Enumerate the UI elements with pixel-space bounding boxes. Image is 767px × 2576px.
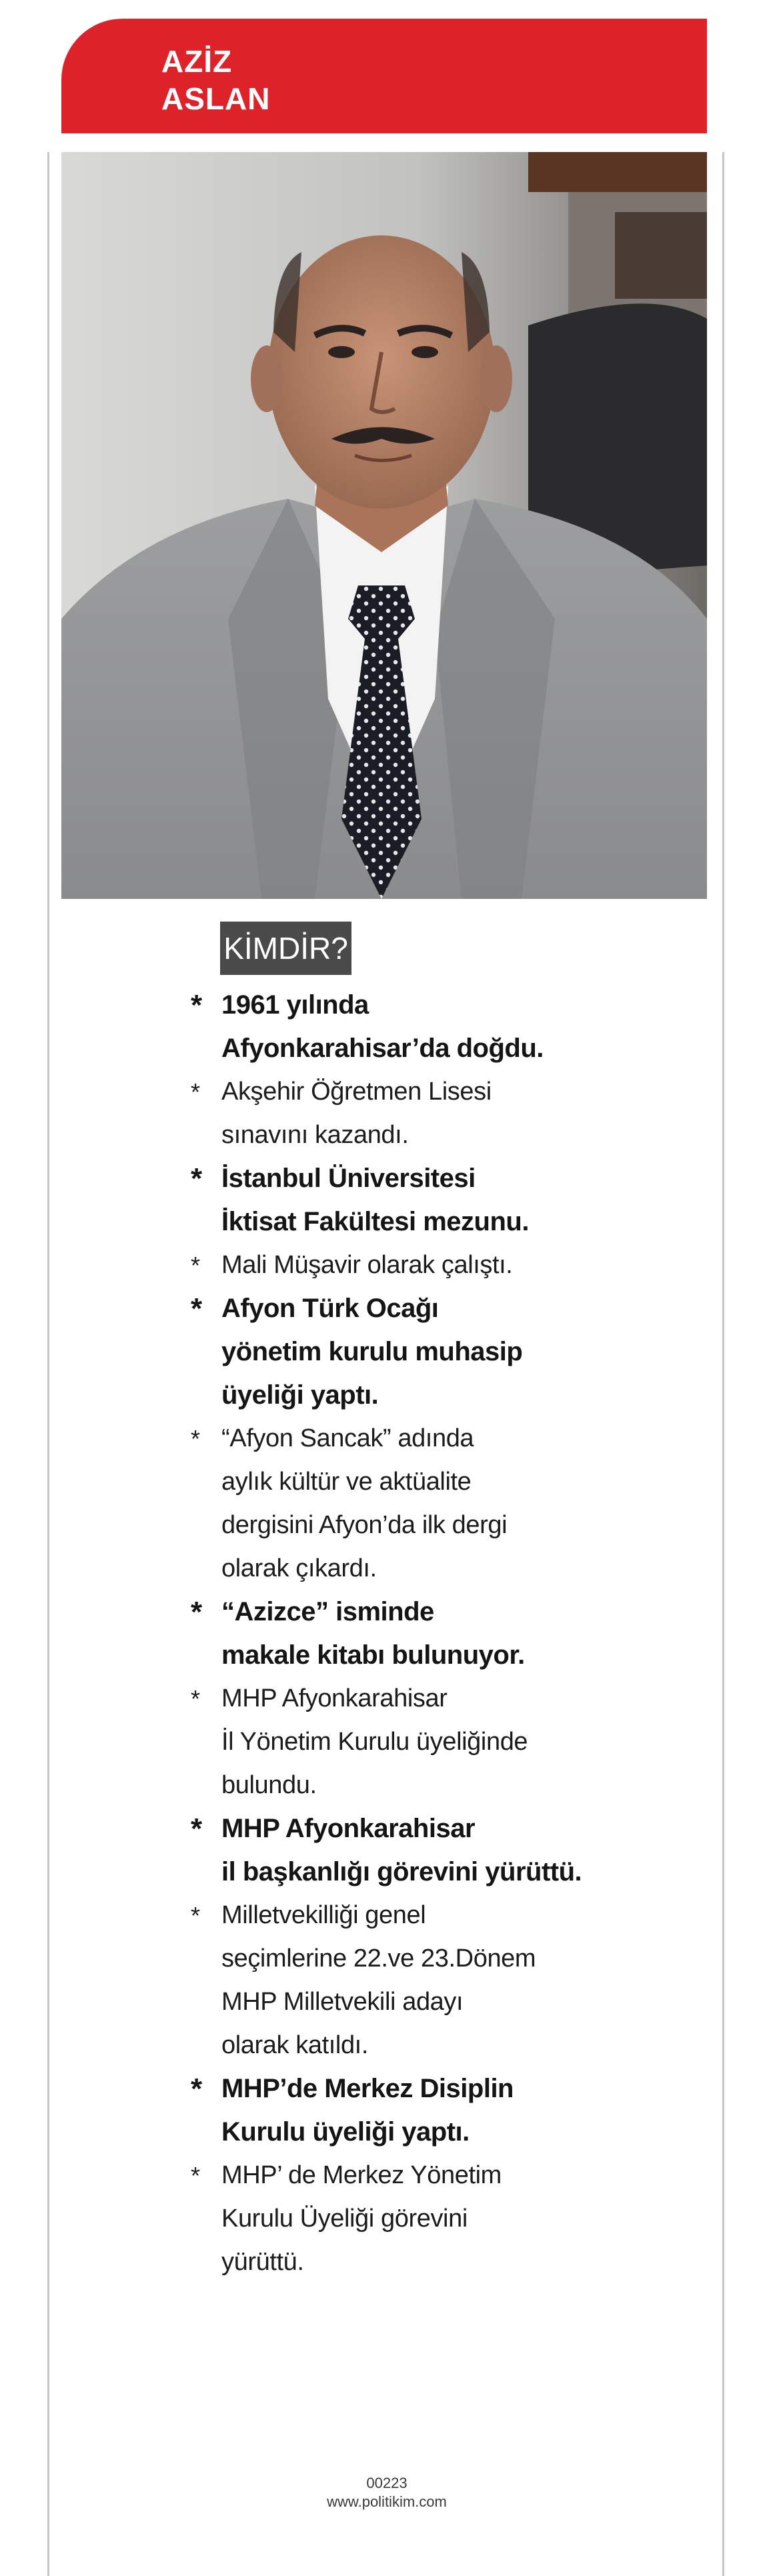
section-label-kimdir: KİMDİR? [220,922,351,975]
bullet-asterisk: * [191,1078,200,1106]
bio-item [187,1590,707,1677]
bullet-asterisk: * [191,1292,202,1325]
bullet-asterisk: * [191,1252,200,1279]
bio-item [187,1894,707,2067]
bullet-asterisk: * [191,1685,200,1712]
website-url: www.politikim.com [327,2493,447,2510]
bio-item-text: 1961 yılında Afyonkarahisar’da doğdu. [221,990,544,1063]
bullet-asterisk: * [191,2073,202,2105]
bullet-asterisk: * [191,1162,202,1195]
bio-item-text: Afyon Türk Ocağı yönetim kurulu muhasip üyeliği yaptı. [221,1294,523,1410]
bio-item-text: “Azizce” isminde makale kitabı bulunuyor. [221,1597,525,1670]
bio-item-text: Mali Müşavir olarak çalıştı. [221,1251,513,1279]
bio-item-text: MHP’de Merkez Disiplin Kurulu üyeliği yaptı. [221,2074,514,2147]
bio-item [187,1070,707,1157]
bio-item-text: MHP Afyonkarahisar il başkanlığı görevini yürüttü. [221,1814,582,1886]
portrait-photo [61,152,707,899]
portrait-illustration [61,152,707,899]
bio-item [187,1417,707,1590]
right-border-line [722,152,724,2576]
bio-item [187,2154,707,2284]
bullet-asterisk: * [191,1812,202,1845]
bio-item [187,1157,707,1244]
bio-item-text: Akşehir Öğretmen Lisesi sınavını kazandı. [221,1078,492,1149]
bio-item [187,1677,707,1807]
bio-item-text: MHP’ de Merkez Yönetim Kurulu Üyeliği görevini yürüttü. [221,2161,502,2276]
bio-item-text: “Afyon Sancak” adında aylık kültür ve aktüalite dergisini Afyon’da ilk dergi olarak çıkardı. [221,1424,508,1582]
left-border-line [47,152,49,2576]
bio-item-text: İstanbul Üniversitesi İktisat Fakültesi mezunu. [221,1164,529,1236]
bullet-asterisk: * [191,2162,200,2189]
bio-item [187,1287,707,1417]
bio-item [187,984,707,1070]
person-name: AZİZ ASLAN [161,44,271,116]
name-banner [61,19,707,133]
bio-item-text: Milletvekilliği genel seçimlerine 22.ve 23.Dönem MHP Milletvekili adayı olarak katıldı. [221,1901,536,2059]
bio-item [187,1244,707,1287]
biography-list [187,984,707,2284]
bullet-asterisk: * [191,1596,202,1628]
bullet-asterisk: * [191,1425,200,1452]
page-footer [247,2474,527,2511]
page-number: 00223 [366,2475,408,2491]
bio-item-text: MHP Afyonkarahisar İl Yönetim Kurulu üyeliğinde bulundu. [221,1684,528,1799]
bio-item [187,1807,707,1894]
bullet-asterisk: * [191,1902,200,1929]
bio-item [187,2067,707,2154]
bullet-asterisk: * [191,989,202,1022]
